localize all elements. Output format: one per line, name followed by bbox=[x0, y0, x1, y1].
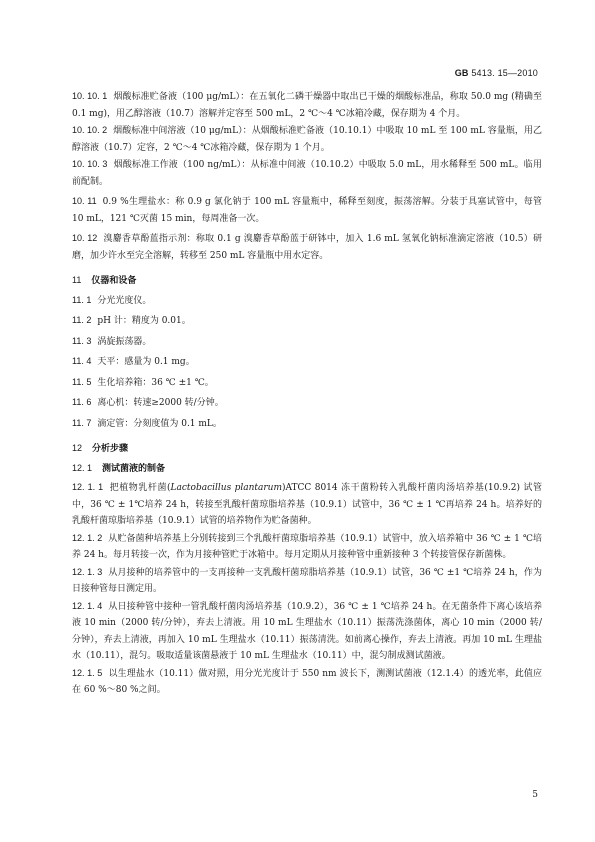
clause-text-post: )ATCC 8014 冻干菌粉转入乳酸杆菌肉汤培养基(10.9.2) 试管中，36 ℃ ± 1℃培养 24 h，转接至乳酸杆菌琼脂培养基（10.9.1）试管中，36 ℃ ± 1 ℃再培养 24 h。培养好的乳酸杆菌琼脂培养基（10.9.1）试管的培养物作为贮备菌种。 bbox=[72, 483, 542, 526]
clause-11-2 bbox=[72, 312, 542, 330]
clause-text: 生化培养箱：36 ℃ ±1 ℃。 bbox=[97, 377, 214, 388]
section-number: 12 bbox=[72, 443, 83, 453]
clause-number: 10. 12 bbox=[72, 233, 98, 243]
clause-text: 烟酸标准贮备液（100 μg/mL）：在五氧化二磷干燥器中取出已干燥的烟酸标准品，称取 50.0 mg (精确至 0.1 mg)，用乙醇溶液（10.7）溶解并定容至 500 mL，2 ℃～4 ℃冰箱冷藏，保存期为 4 个月。 bbox=[72, 92, 543, 119]
clause-number: 10. 10. 3 bbox=[72, 159, 108, 169]
clause-text: 从日接种管中接种一管乳酸杆菌肉汤培养基（10.9.2），36 ℃ ± 1 ℃培养 24 h。在无菌条件下离心该培养液 10 min（2000 转/分钟），弃去上清液。用 10 mL 生理盐水（10.11）振荡洗涤菌体，离心 10 min（2000 转/分钟），弃去上清液，再加入 10 mL 生理盐水（10.11）振荡清洗。如前离心操作，弃去上清液。再加 10 mL 生理盐水（10.11），混匀。吸取适量该菌悬液于 10 mL 生理盐水（10.11）中，混匀制成测试菌液。 bbox=[72, 601, 542, 661]
clause-12-1-3 bbox=[72, 564, 542, 598]
section-number: 12. 1 bbox=[72, 462, 93, 473]
clause-number: 11. 7 bbox=[72, 417, 92, 428]
clause-text: 滴定管：分刻度值为 0.1 mL。 bbox=[97, 418, 222, 429]
clause-12-1-4 bbox=[72, 598, 542, 665]
clause-number: 10. 10. 2 bbox=[72, 125, 108, 135]
clause-number: 11. 6 bbox=[72, 397, 92, 407]
clause-12-1-1 bbox=[72, 479, 542, 530]
clause-number: 11. 5 bbox=[72, 376, 92, 387]
standard-number: 5413. 15—2010 bbox=[471, 68, 538, 78]
clause-12-1-5 bbox=[72, 665, 542, 699]
clause-10-12 bbox=[72, 230, 542, 264]
section-title: 仪器和设备 bbox=[91, 275, 137, 285]
clause-text: 烟酸标准中间溶液（10 μg/mL）：从烟酸标准贮备液（10.10.1）中吸取 10 mL 至 100 mL 容量瓶，用乙醇溶液（10.7）定容，2 ℃～4 ℃冰箱冷藏，保存期为 1 个月。 bbox=[72, 126, 543, 153]
clause-text: 烟酸标准工作液（100 ng/mL）：从标准中间液（10.10.2）中吸取 5.0 mL，用水稀释至 500 mL。临用前配制。 bbox=[72, 160, 542, 187]
clause-number: 12. 1. 1 bbox=[72, 482, 104, 492]
clause-number: 10. 10. 1 bbox=[72, 91, 108, 101]
clause-number: 10. 11 bbox=[72, 196, 97, 206]
main-content bbox=[72, 88, 542, 699]
clause-11-6 bbox=[72, 394, 542, 412]
clause-12-1-2 bbox=[72, 530, 542, 564]
clause-number: 11. 2 bbox=[72, 315, 92, 325]
page-number: 5 bbox=[532, 790, 538, 800]
standard-prefix: GB bbox=[454, 68, 469, 78]
clause-number: 12. 1. 5 bbox=[72, 667, 103, 678]
clause-10-11 bbox=[72, 193, 542, 227]
clause-number: 12. 1. 3 bbox=[72, 566, 103, 577]
clause-text: 天平：感量为 0.1 mg。 bbox=[97, 357, 195, 367]
clause-text: pH 计：精度为 0.01。 bbox=[97, 316, 191, 326]
clause-10-10-1 bbox=[72, 88, 542, 122]
section-title: 测试菌液的制备 bbox=[102, 462, 166, 473]
clause-11-1 bbox=[72, 292, 542, 310]
clause-text: 离心机：转速≥2000 转/分钟。 bbox=[97, 398, 224, 408]
section-12-heading bbox=[72, 440, 542, 457]
clause-text: 以生理盐水（10.11）做对照，用分光光度计于 550 nm 波长下，测测试菌液（12.1.4）的透光率，此值应在 60 %～80 %之间。 bbox=[72, 668, 542, 695]
clause-number: 12. 1. 2 bbox=[72, 532, 103, 543]
clause-text-pre: 把植物乳杆菌( bbox=[109, 483, 171, 493]
clause-number: 12. 1. 4 bbox=[72, 600, 103, 611]
clause-text: 从月接种的培养管中的一支再接种一支乳酸杆菌琼脂培养基（10.9.1）试管，36 ℃ ±1 ℃培养 24 h，作为日接种管每日测定用。 bbox=[72, 567, 542, 594]
standard-code bbox=[455, 68, 538, 78]
clause-text: 涡旋振荡器。 bbox=[97, 336, 152, 347]
clause-10-10-2 bbox=[72, 122, 542, 156]
clause-11-7 bbox=[72, 415, 542, 433]
clause-text: 从贮备菌种培养基上分别转接到三个乳酸杆菌琼脂培养基（10.9.1）试管中，放入培养箱中 36 ℃ ± 1 ℃培养 24 h。每月转接一次，作为月接种管贮于冰箱中。每月定期从月接种管中重新接种 3 个转接管保存新菌株。 bbox=[72, 533, 542, 560]
clause-number: 11. 4 bbox=[72, 356, 92, 366]
clause-text: 0.9 %生理盐水：称 0.9 g 氯化钠于 100 mL 容量瓶中，稀释至刻度，振荡溶解。分装于具塞试管中，每管 10 mL，121 ℃灭菌 15 min，每周准备一次。 bbox=[72, 197, 542, 224]
section-12-1-heading bbox=[72, 460, 542, 477]
section-11-heading bbox=[72, 272, 542, 289]
section-number: 11 bbox=[72, 275, 82, 285]
clause-text: 溴麝香草酚蓝指示剂：称取 0.1 g 溴麝香草酚蓝于研钵中，加入 1.6 mL 氢氧化钠标准滴定溶液（10.5）研磨，加少许水至完全溶解，转移至 250 mL 容量瓶中用水定容。 bbox=[72, 234, 542, 261]
clause-text: 分光光度仪。 bbox=[97, 295, 152, 306]
section-title: 分析步骤 bbox=[92, 443, 129, 453]
clause-number: 11. 3 bbox=[72, 335, 92, 346]
clause-11-3 bbox=[72, 333, 542, 351]
clause-10-10-3 bbox=[72, 156, 542, 190]
species-name: Lactobacillus plantarum bbox=[170, 483, 283, 493]
clause-11-4 bbox=[72, 353, 542, 371]
clause-number: 11. 1 bbox=[72, 294, 92, 305]
clause-11-5 bbox=[72, 374, 542, 392]
